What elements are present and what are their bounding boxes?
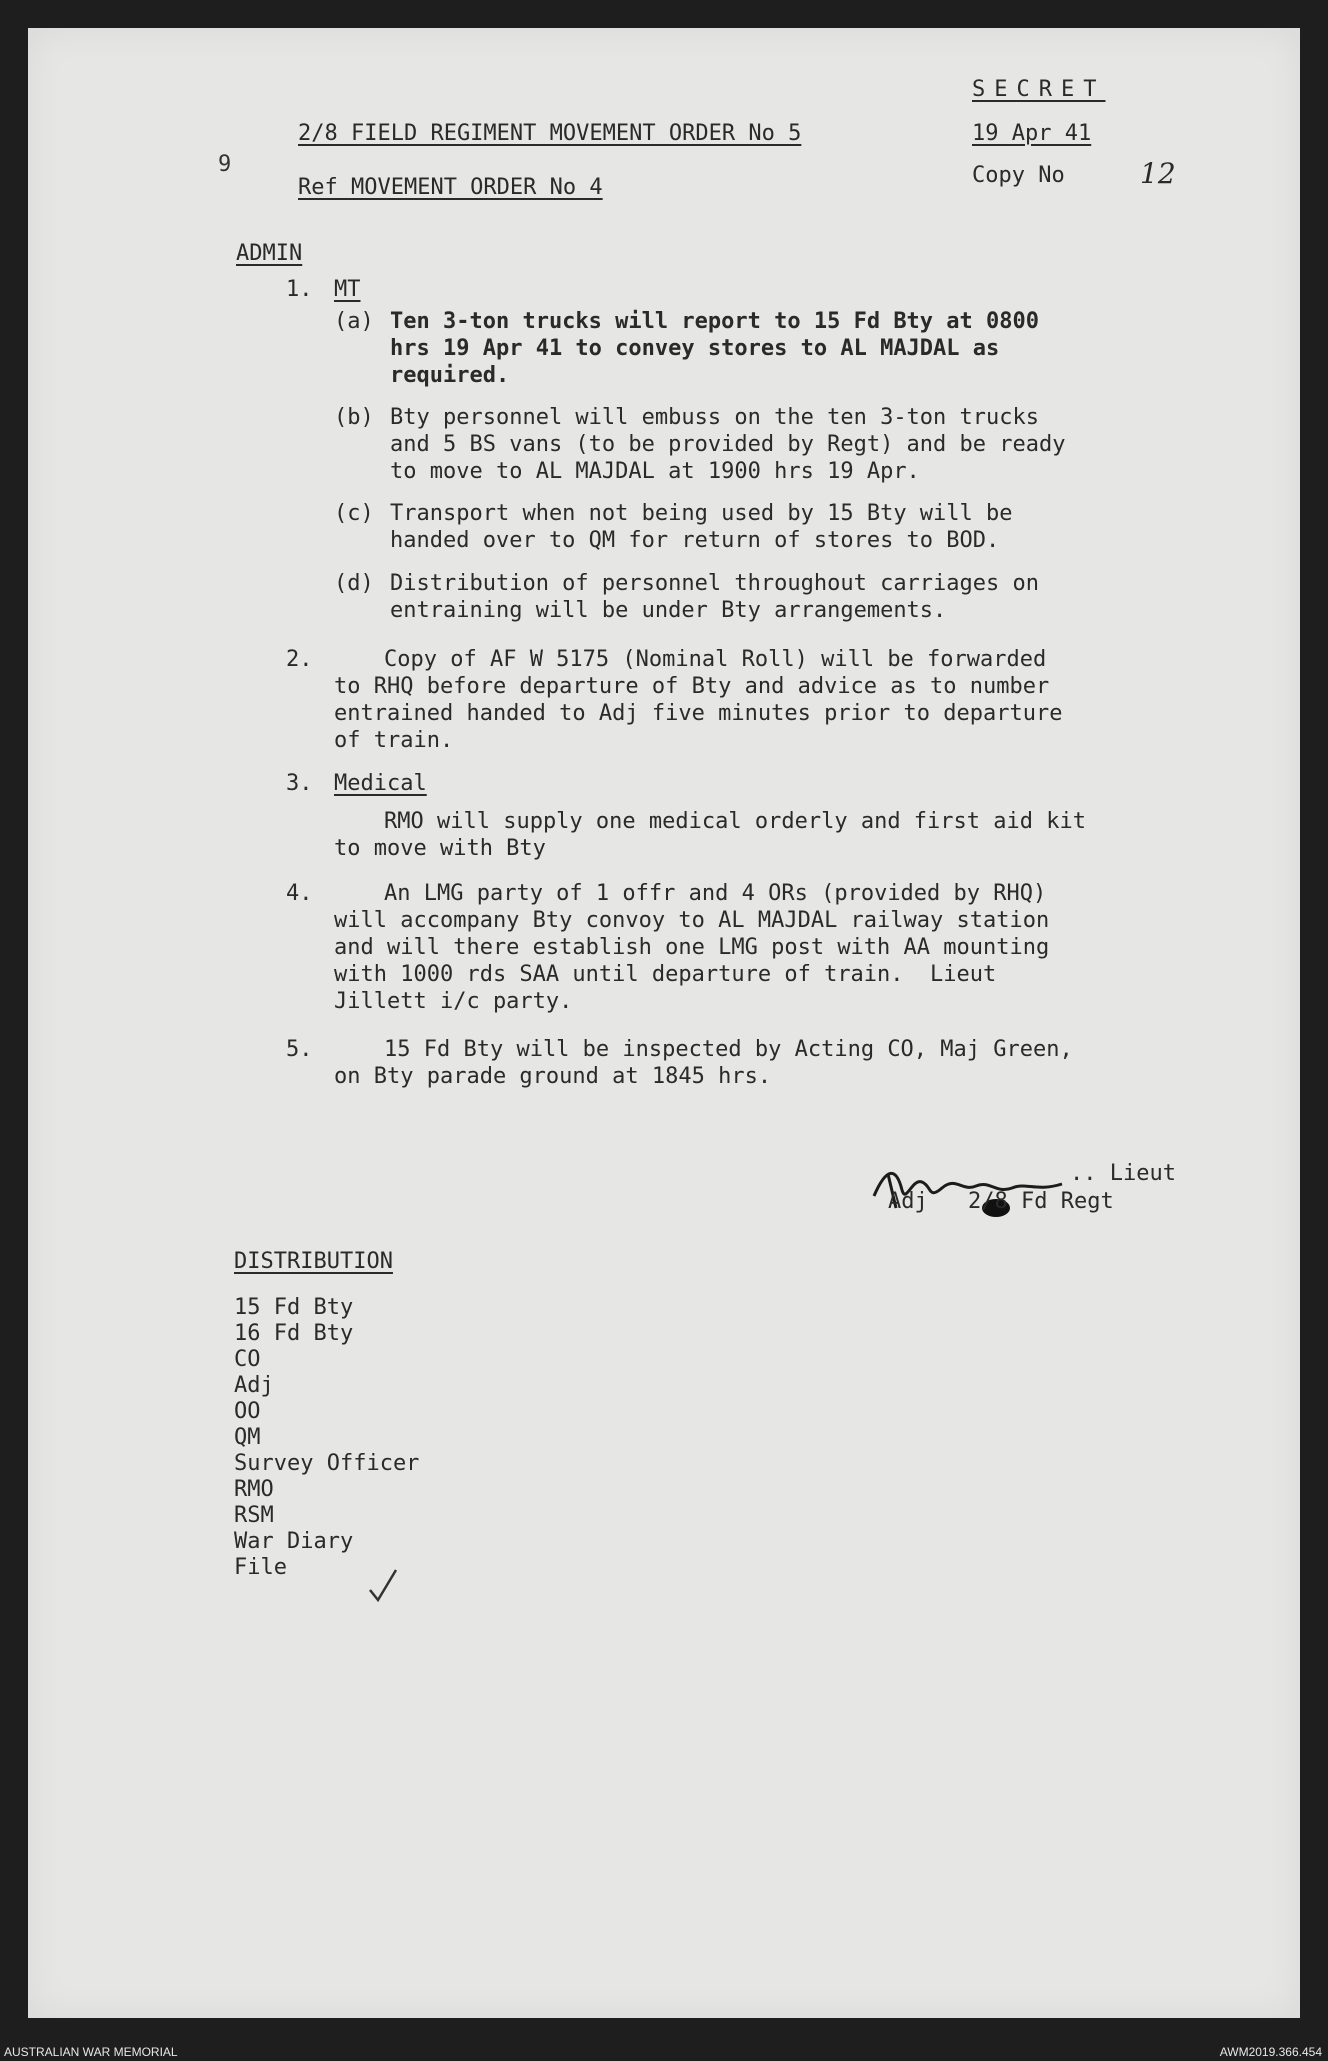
- distribution-item: 16 Fd Bty: [234, 1321, 354, 1346]
- section-heading: ADMIN: [236, 241, 303, 266]
- para-3-line: RMO will supply one medical orderly and first aid kit: [384, 809, 1086, 834]
- para-1c-line: Transport when not being used by 15 Bty will be: [390, 501, 1013, 526]
- distribution-heading: DISTRIBUTION: [234, 1249, 393, 1274]
- para-3-heading: Medical: [334, 771, 427, 796]
- para-1d-line: Distribution of personnel throughout carriages on: [390, 571, 1040, 596]
- para-5-line: on Bty parade ground at 1845 hrs.: [334, 1064, 772, 1089]
- para-1d-label: (d): [334, 571, 374, 596]
- distribution-item: 15 Fd Bty: [234, 1295, 354, 1320]
- reference-line: Ref MOVEMENT ORDER No 4: [298, 175, 603, 200]
- para-1b-label: (b): [334, 405, 374, 430]
- para-4-line: An LMG party of 1 offr and 4 ORs (provided by RHQ): [384, 881, 1047, 906]
- para-5-line: 15 Fd Bty will be inspected by Acting CO, Maj Green,: [384, 1037, 1073, 1062]
- para-4-line: will accompany Bty convoy to AL MAJDAL railway station: [334, 908, 1050, 933]
- signature-appointment: Adj: [888, 1189, 928, 1214]
- para-2-line: to RHQ before departure of Bty and advice as to number: [334, 674, 1050, 699]
- para-3-number: 3.: [286, 771, 313, 796]
- para-1a-label: (a): [334, 309, 374, 334]
- para-4-line: Jillett i/c party.: [334, 989, 573, 1014]
- para-2-line: entrained handed to Adj five minutes prior to departure: [334, 701, 1063, 726]
- signature-rank: .. Lieut: [1070, 1161, 1176, 1186]
- distribution-item: RSM: [234, 1503, 274, 1528]
- para-1a-line: required.: [390, 363, 510, 388]
- para-2-line: of train.: [334, 728, 454, 753]
- distribution-item: QM: [234, 1425, 261, 1450]
- document-sheet: [28, 28, 1300, 2018]
- classification-marking: SECRET: [972, 77, 1106, 102]
- para-1c-line: handed over to QM for return of stores to BOD.: [390, 528, 1000, 553]
- para-1b-line: to move to AL MAJDAL at 1900 hrs 19 Apr.: [390, 459, 920, 484]
- document-date: 19 Apr 41: [972, 121, 1092, 146]
- footer-archive-name: AUSTRALIAN WAR MEMORIAL: [4, 2045, 178, 2059]
- para-1b-line: and 5 BS vans (to be provided by Regt) and be ready: [390, 432, 1066, 457]
- distribution-item: OO: [234, 1399, 261, 1424]
- para-4-line: and will there establish one LMG post with AA mounting: [334, 935, 1050, 960]
- para-1b-line: Bty personnel will embuss on the ten 3-ton trucks: [390, 405, 1040, 430]
- copy-number: 12: [1140, 157, 1176, 190]
- distribution-item: File: [234, 1555, 287, 1580]
- distribution-item: Survey Officer: [234, 1451, 420, 1476]
- para-2-number: 2.: [286, 647, 313, 672]
- para-4-line: with 1000 rds SAA until departure of train. Lieut: [334, 962, 997, 987]
- document-title: 2/8 FIELD REGIMENT MOVEMENT ORDER No 5: [298, 121, 802, 146]
- distribution-item: RMO: [234, 1477, 274, 1502]
- distribution-item: Adj: [234, 1373, 274, 1398]
- copy-label: Copy No: [972, 163, 1065, 188]
- para-1d-line: entraining will be under Bty arrangements.: [390, 598, 947, 623]
- margin-mark: 9: [218, 152, 232, 177]
- para-1-number: 1.: [286, 277, 313, 302]
- para-1a-line: hrs 19 Apr 41 to convey stores to AL MAJDAL as: [390, 336, 1000, 361]
- signature-unit: 2/8 Fd Regt: [968, 1189, 1114, 1214]
- para-2-line: Copy of AF W 5175 (Nominal Roll) will be forwarded: [384, 647, 1047, 672]
- para-3-line: to move with Bty: [334, 836, 546, 861]
- para-1c-label: (c): [334, 501, 374, 526]
- para-4-number: 4.: [286, 881, 313, 906]
- handwritten-tick: [366, 1566, 400, 1606]
- para-5-number: 5.: [286, 1037, 313, 1062]
- para-1-heading: MT: [334, 277, 361, 302]
- para-1a-line: Ten 3-ton trucks will report to 15 Fd Bty at 0800: [390, 309, 1040, 334]
- distribution-item: CO: [234, 1347, 261, 1372]
- footer-reference: AWM2019.366.454: [1219, 2045, 1322, 2059]
- distribution-item: War Diary: [234, 1529, 354, 1554]
